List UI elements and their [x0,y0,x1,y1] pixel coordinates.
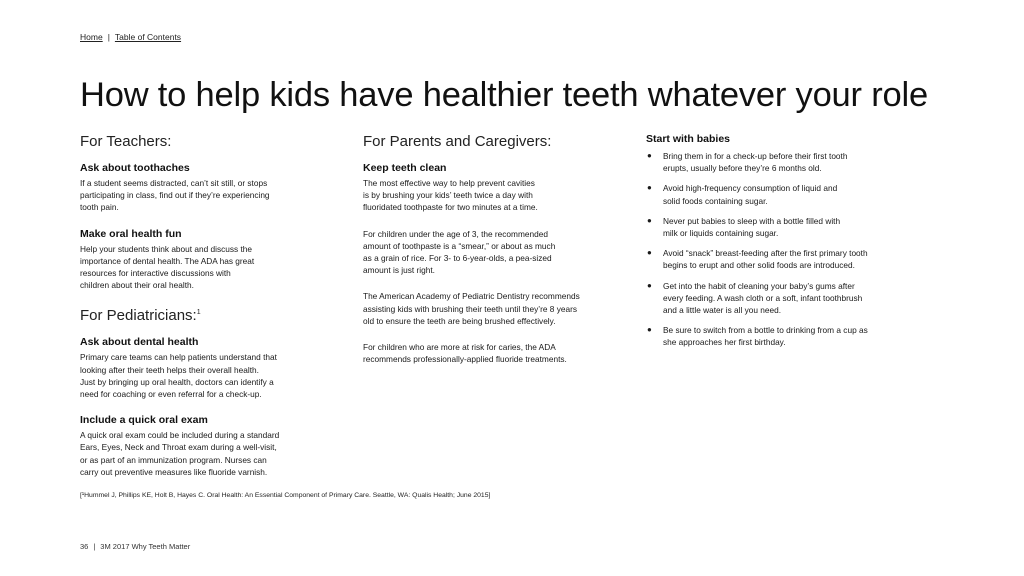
list-item [646,150,936,174]
footnote-marker: 1 [196,309,201,317]
page-number: 36 [80,542,89,551]
section-title: Include a quick oral exam [80,414,208,427]
list-item [646,280,936,317]
teachers-section-fun [80,228,345,292]
parents-paragraph: For children who are more at risk for caries, the ADA recommends professionally-applied fluoride treatments. [363,342,567,365]
list-item-text: Bring them in for a check-up before their first tooth erupts, usually before they’re 6 months old. [663,151,848,174]
pediatricians-heading-text: For Pediatricians: [80,307,197,325]
list-item-text: Get into the habit of cleaning your baby’s gums after every feeding. A wash cloth or a soft, infant toothbrush and a little water is all you need. [663,280,863,316]
column-teachers-pediatricians [80,133,345,492]
list-item [646,215,936,239]
document-title: 3M 2017 Why Teeth Matter [100,542,191,551]
list-item-text: Avoid “snack” breast-feeding after the first primary tooth begins to erupt and other solid foods are introduced. [663,248,868,271]
footer-separator: | [93,542,96,551]
babies-bullet-list [646,150,936,349]
section-body: Primary care teams can help patients understand that looking after their teeth helps their overall health. Just by bringing up oral health, doctors can identify a need for coaching or even referral for a check-up. [80,352,277,400]
bullet-icon: ● [647,325,652,335]
page-footer [80,542,190,551]
nav-separator: | [107,32,110,42]
pediatricians-section-exam [80,414,345,478]
section-body: A quick oral exam could be included during a standard Ears, Eyes, Neck and Throat exam during a well-visit, or as part of an immunization program. Nurses can carry out preventive measures like fluoride varnish. [80,430,280,477]
column-parents [363,133,633,379]
page-title: How to help kids have healthier teeth whatever your role [80,76,928,114]
start-with-babies-title: Start with babies [646,133,731,145]
parents-paragraph: The American Academy of Pediatric Dentistry recommends assisting kids with brushing their teeth until they’re 8 years old to ensure the teeth are being brushed effectively. [363,291,580,326]
section-title: Make oral health fun [80,227,182,240]
keep-teeth-clean-title: Keep teeth clean [363,162,447,174]
bullet-icon: ● [647,280,652,290]
column-babies [646,133,936,357]
pediatricians-heading [80,307,345,324]
list-item [646,247,936,271]
parents-heading: For Parents and Caregivers: [363,133,552,150]
bullet-icon: ● [647,151,652,160]
section-title: Ask about dental health [80,336,199,349]
teachers-heading: For Teachers: [80,133,172,150]
parents-paragraph: For children under the age of 3, the recommended amount of toothpaste is a “smear,” or about as much as a grain of rice. For 3- to 6-year-olds, a pea-sized amount is just right. [363,228,556,276]
list-item [646,182,936,206]
list-item [646,324,936,348]
pediatricians-section-dental [80,336,345,400]
list-item-text: Avoid high-frequency consumption of liquid and solid foods containing sugar. [663,183,838,206]
list-item-text: Be sure to switch from a bottle to drinking from a cup as she approaches her first birthday. [663,325,868,348]
home-link[interactable]: Home [80,32,103,42]
table-of-contents-link[interactable]: Table of Contents [114,32,182,42]
bullet-icon: ● [647,248,652,258]
section-title: Ask about toothaches [80,162,190,174]
parents-paragraph: The most effective way to help prevent cavities is by brushing your kids’ teeth twice a day with fluoridated toothpaste for two minutes at a time. [363,178,538,213]
list-item-text: Never put babies to sleep with a bottle filled with milk or liquids containing sugar. [663,215,841,239]
section-body: If a student seems distracted, can’t sit still, or stops participating in class, find out if they’re experiencing tooth pain. [80,178,270,213]
section-body: Help your students think about and discuss the importance of dental health. The ADA has great resources for interactive discussions with children about their oral health. [80,243,255,291]
footnote-citation: [¹Hummel J, Phillips KE, Holt B, Hayes C. Oral Health: An Essential Component of Primary Care. Seattle, WA: Qualis Health; June 2015] [80,492,491,499]
breadcrumb-nav [80,32,181,42]
bullet-icon: ● [647,215,652,225]
teachers-section-toothaches [80,162,345,214]
bullet-icon: ● [647,183,652,193]
